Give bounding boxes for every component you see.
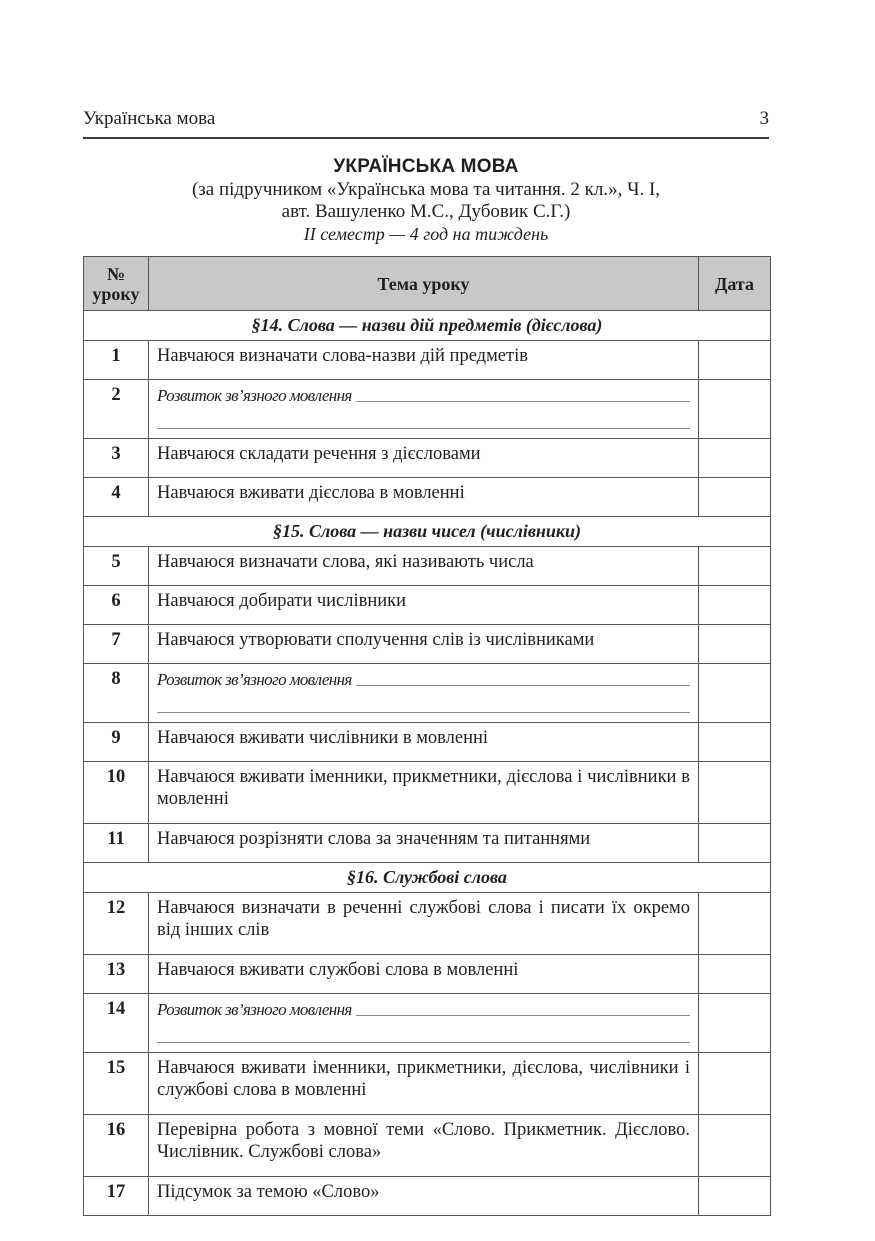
blank-line[interactable] [356,685,690,686]
lesson-date-cell[interactable] [699,439,771,478]
lesson-topic: Перевірна робота з мовної теми «Слово. Прикметник. Дієслово. Числівник. Службові слова» [149,1115,699,1177]
lesson-date-cell[interactable] [699,893,771,955]
lesson-number: 5 [84,547,149,586]
lesson-topic: Навчаюся вживати іменники, прикметники, дієслова, числівники і службові слова в мовленні [149,1053,699,1115]
lesson-number: 3 [84,439,149,478]
lesson-topic: Навчаюся розрізняти слова за значенням та питаннями [149,824,699,863]
lesson-date-cell[interactable] [699,625,771,664]
lesson-number: 1 [84,341,149,380]
lesson-row [84,824,771,863]
lesson-plan-table [83,256,771,1216]
section-header-row [84,311,771,341]
lesson-topic: Підсумок за темою «Слово» [149,1177,699,1216]
lesson-number: 6 [84,586,149,625]
lesson-row [84,625,771,664]
speech-development-cell[interactable] [149,994,699,1053]
lesson-row [84,1115,771,1177]
page-number: 3 [759,108,769,129]
lesson-row [84,893,771,955]
blank-line[interactable] [356,1015,690,1016]
blank-line[interactable] [356,401,690,402]
header-date: Дата [699,257,771,311]
lesson-row [84,664,771,723]
lesson-topic: Розвиток зв’язного мовлення [157,386,352,405]
lesson-row [84,586,771,625]
lesson-number: 17 [84,1177,149,1216]
lesson-number: 14 [84,994,149,1053]
lesson-row [84,380,771,439]
lesson-date-cell[interactable] [699,1177,771,1216]
semester-info: II семестр — 4 год на тиждень [303,224,549,244]
lesson-date-cell[interactable] [699,341,771,380]
lesson-row [84,1177,771,1216]
lesson-row [84,955,771,994]
section-title: §15. Слова — назви чисел (числівники) [84,517,771,547]
lesson-number: 13 [84,955,149,994]
write-line-1[interactable] [157,668,690,690]
lesson-row [84,439,771,478]
lesson-number: 9 [84,723,149,762]
lesson-number: 12 [84,893,149,955]
header-lesson-number [84,257,149,311]
header-num-label: уроку [92,283,140,304]
lesson-date-cell[interactable] [699,664,771,723]
header-topic: Тема уроку [149,257,699,311]
lesson-row [84,547,771,586]
lesson-row [84,1053,771,1115]
lesson-date-cell[interactable] [699,824,771,863]
table-body [84,311,771,1216]
lesson-topic: Навчаюся утворювати сполучення слів із числівниками [149,625,699,664]
lesson-date-cell[interactable] [699,723,771,762]
header-num-symbol: № [106,263,126,284]
lesson-number: 7 [84,625,149,664]
lesson-row [84,341,771,380]
lesson-date-cell[interactable] [699,955,771,994]
document-title: УКРАЇНСЬКА МОВА [333,156,519,177]
lesson-topic: Розвиток зв’язного мовлення [157,1000,352,1019]
running-head [83,106,769,132]
lesson-topic: Навчаюся вживати службові слова в мовленні [149,955,699,994]
lesson-topic: Навчаюся визначати в реченні службові слова і писати їх окремо від інших слів [149,893,699,955]
write-line-2[interactable] [157,712,690,713]
section-title: §14. Слова — назви дій предметів (дієслова) [84,311,771,341]
section-header-row [84,863,771,893]
lesson-date-cell[interactable] [699,762,771,824]
table-header-row [84,257,771,311]
lesson-topic: Навчаюся вживати числівники в мовленні [149,723,699,762]
lesson-topic: Навчаюся вживати дієслова в мовленні [149,478,699,517]
lesson-date-cell[interactable] [699,1053,771,1115]
lesson-date-cell[interactable] [699,1115,771,1177]
write-line-2[interactable] [157,1042,690,1043]
lesson-date-cell[interactable] [699,586,771,625]
lesson-date-cell[interactable] [699,478,771,517]
section-header-row [84,517,771,547]
write-line-1[interactable] [157,998,690,1020]
lesson-topic: Навчаюся складати речення з дієсловами [149,439,699,478]
lesson-number: 4 [84,478,149,517]
lesson-number: 8 [84,664,149,723]
lesson-number: 10 [84,762,149,824]
speech-development-cell[interactable] [149,380,699,439]
document-heading [83,155,769,245]
lesson-topic: Навчаюся вживати іменники, прикметники, дієслова і числівники в мовленні [149,762,699,824]
lesson-date-cell[interactable] [699,547,771,586]
lesson-topic: Розвиток зв’язного мовлення [157,670,352,689]
lesson-row [84,762,771,824]
lesson-number: 11 [84,824,149,863]
authors: авт. Вашуленко М.С., Дубовик С.Г.) [281,201,571,222]
lesson-number: 15 [84,1053,149,1115]
header-rule [83,137,769,139]
lesson-topic: Навчаюся визначати слова, які називають числа [149,547,699,586]
lesson-date-cell[interactable] [699,994,771,1053]
lesson-topic: Навчаюся визначати слова-назви дій предметів [149,341,699,380]
lesson-row [84,478,771,517]
lesson-row [84,723,771,762]
speech-development-cell[interactable] [149,664,699,723]
running-head-title: Українська мова [83,108,216,129]
lesson-row [84,994,771,1053]
lesson-topic: Навчаюся добирати числівники [149,586,699,625]
write-line-2[interactable] [157,428,690,429]
textbook-reference: (за підручником «Українська мова та читання. 2 кл.», Ч. I, [191,179,661,200]
lesson-number: 2 [84,380,149,439]
section-title: §16. Службові слова [84,863,771,893]
write-line-1[interactable] [157,384,690,406]
lesson-date-cell[interactable] [699,380,771,439]
lesson-number: 16 [84,1115,149,1177]
